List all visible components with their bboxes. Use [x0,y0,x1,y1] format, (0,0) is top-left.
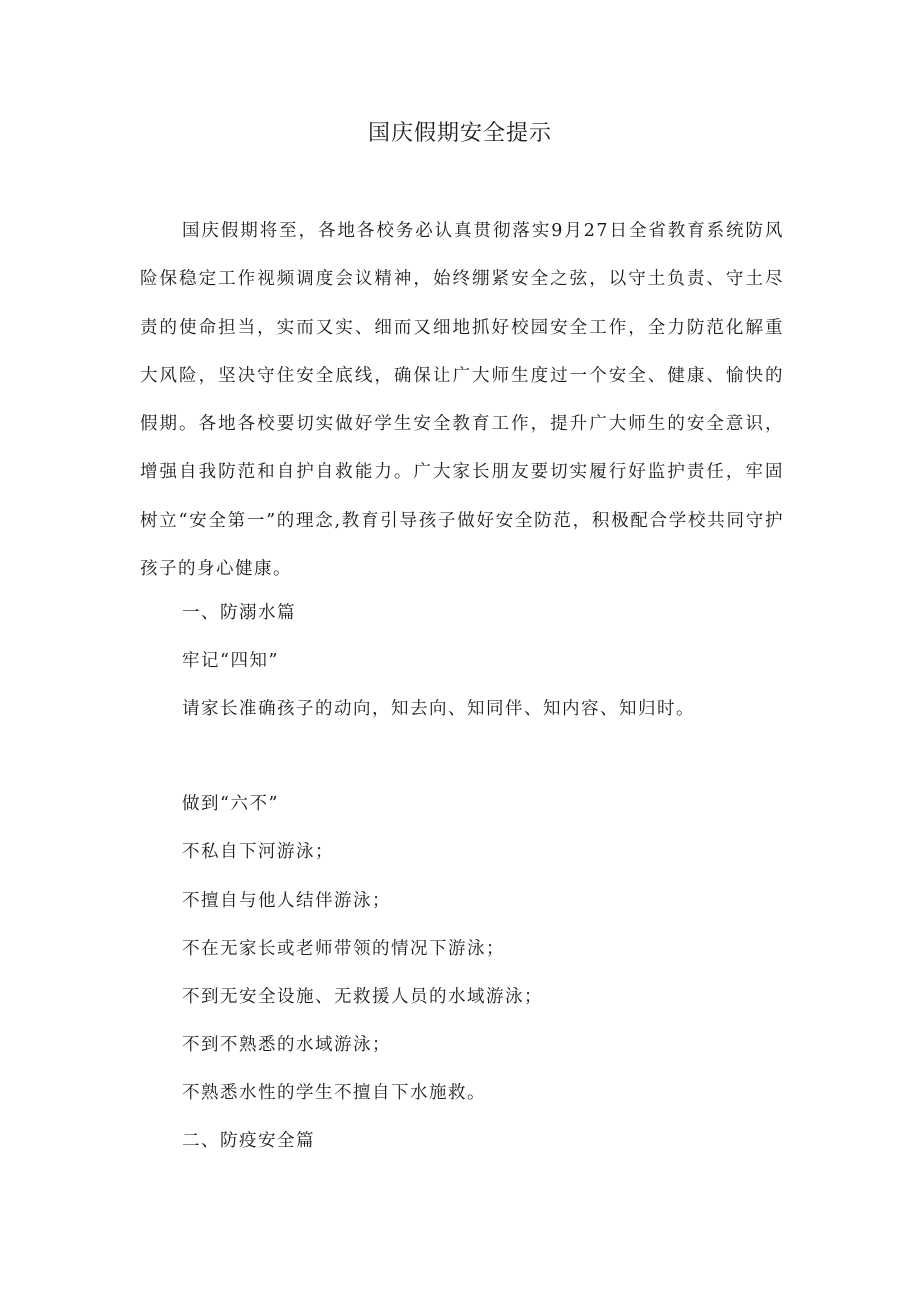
four-know-title: 牢记“四知” [182,651,279,671]
section-heading-drowning: 一、防溺水篇 [182,603,296,623]
six-not-item: 不私自下河游泳； [182,842,334,862]
six-not-item: 不熟悉水性的学生不擅自下水施救。 [182,1083,486,1103]
six-not-item: 不到无安全设施、无救援人员的水域游泳； [182,987,543,1007]
document-title: 国庆假期安全提示 [367,121,552,146]
six-not-item: 不到不熟悉的水域游泳； [182,1035,391,1055]
six-not-item: 不在无家长或老师带领的情况下游泳； [182,939,505,959]
six-not-title: 做到“六不” [182,794,279,814]
section-heading-epidemic: 二、防疫安全篇 [182,1131,315,1151]
six-not-item: 不擅自与他人结伴游泳； [182,891,391,911]
intro-paragraph: 国庆假期将至，各地各校务必认真贯彻落实9月27日全省教育系统防风险保稳定工作视频调度会议精神，始终绷紧安全之弦，以守土负责、守土尽责的使命担当，实而又实、细而又细地抓好校园安全工作，全力防范化解重大风险，坚决守住安全底线，确保让广大师生度过一个安全、健康、愉快的假期。各地各校要切实做好学生安全教育工作，提升广大师生的安全意识，增强自我防范和自护自救能力。广大家长朋友要切实履行好监护责任，牢固树立“安全第一”的理念,教育引导孩子做好安全防范，积极配合学校共同守护孩子的身心健康。 [140,221,784,580]
four-know-text: 请家长准确孩子的动向，知去向、知同伴、知内容、知归时。 [182,699,695,719]
